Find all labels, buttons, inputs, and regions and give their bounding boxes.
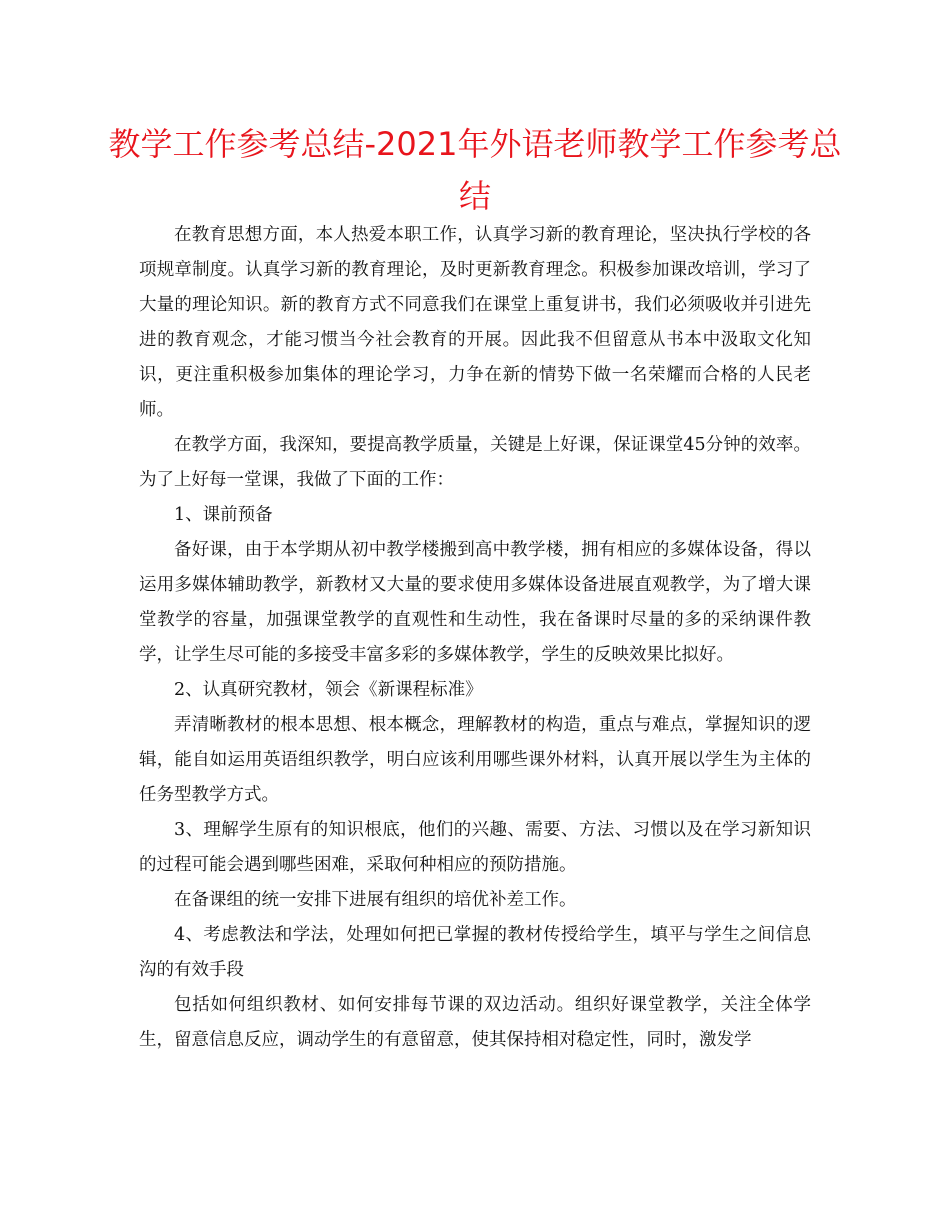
paragraph-lesson-prep: 备好课，由于本学期从初中教学楼搬到高中教学楼，拥有相应的多媒体设备，得以运用多媒体辅助教学，新教材又大量的要求使用多媒体设备进展直观教学，为了增大课堂教学的容量，加强课堂教学的直观性和生动性，我在备课时尽量的多的采纳课件教学，让学生尽可能的多接受丰富多彩的多媒体教学，学生的反映效果比拟好。: [139, 540, 811, 665]
paragraph-heading-2: 2、认真研究教材，领会《新课程标准》: [174, 680, 483, 700]
paragraph-classroom: 包括如何组织教材、如何安排每节课的双边活动。组织好课堂教学，关注全体学生，留意信息反应，调动学生的有意留意，使其保持相对稳定性，同时，激发学: [139, 995, 811, 1050]
document-title: 教学工作参考总结-2021年外语老师教学工作参考总结: [108, 125, 842, 215]
paragraph-heading-1: 1、课前预备: [174, 505, 273, 525]
paragraph-tutoring: 在备课组的统一安排下进展有组织的培优补差工作。: [174, 890, 577, 910]
paragraph-heading-4: 4、考虑教法和学法，处理如何把已掌握的教材传授给学生，填平与学生之间信息沟的有效手段: [139, 925, 811, 980]
paragraph-education-thought: 在教育思想方面，本人热爱本职工作，认真学习新的教育理论，坚决执行学校的各项规章制度。认真学习新的教育理论，及时更新教育理念。积极参加课改培训，学习了大量的理论知识。新的教育方式不同意我们在课堂上重复讲书，我们必须吸收并引进先进的教育观念，才能习惯当今社会教育的开展。因此我不但留意从书本中汲取文化知识，更注重积极参加集体的理论学习，力争在新的情势下做一名荣耀而合格的人民老师。: [139, 225, 811, 420]
paragraph-heading-3: 3、理解学生原有的知识根底，他们的兴趣、需要、方法、习惯以及在学习新知识的过程可能会遇到哪些困难，采取何种相应的预防措施。: [139, 820, 811, 875]
paragraph-textbook: 弄清晰教材的根本思想、根本概念，理解教材的构造，重点与难点，掌握知识的逻辑，能自如运用英语组织教学，明白应该利用哪些课外材料，认真开展以学生为主体的任务型教学方式。: [139, 715, 811, 805]
document-body: [139, 218, 811, 1058]
paragraph-teaching: 在教学方面，我深知，要提高教学质量，关键是上好课，保证课堂45分钟的效率。为了上好每一堂课，我做了下面的工作：: [139, 435, 811, 490]
